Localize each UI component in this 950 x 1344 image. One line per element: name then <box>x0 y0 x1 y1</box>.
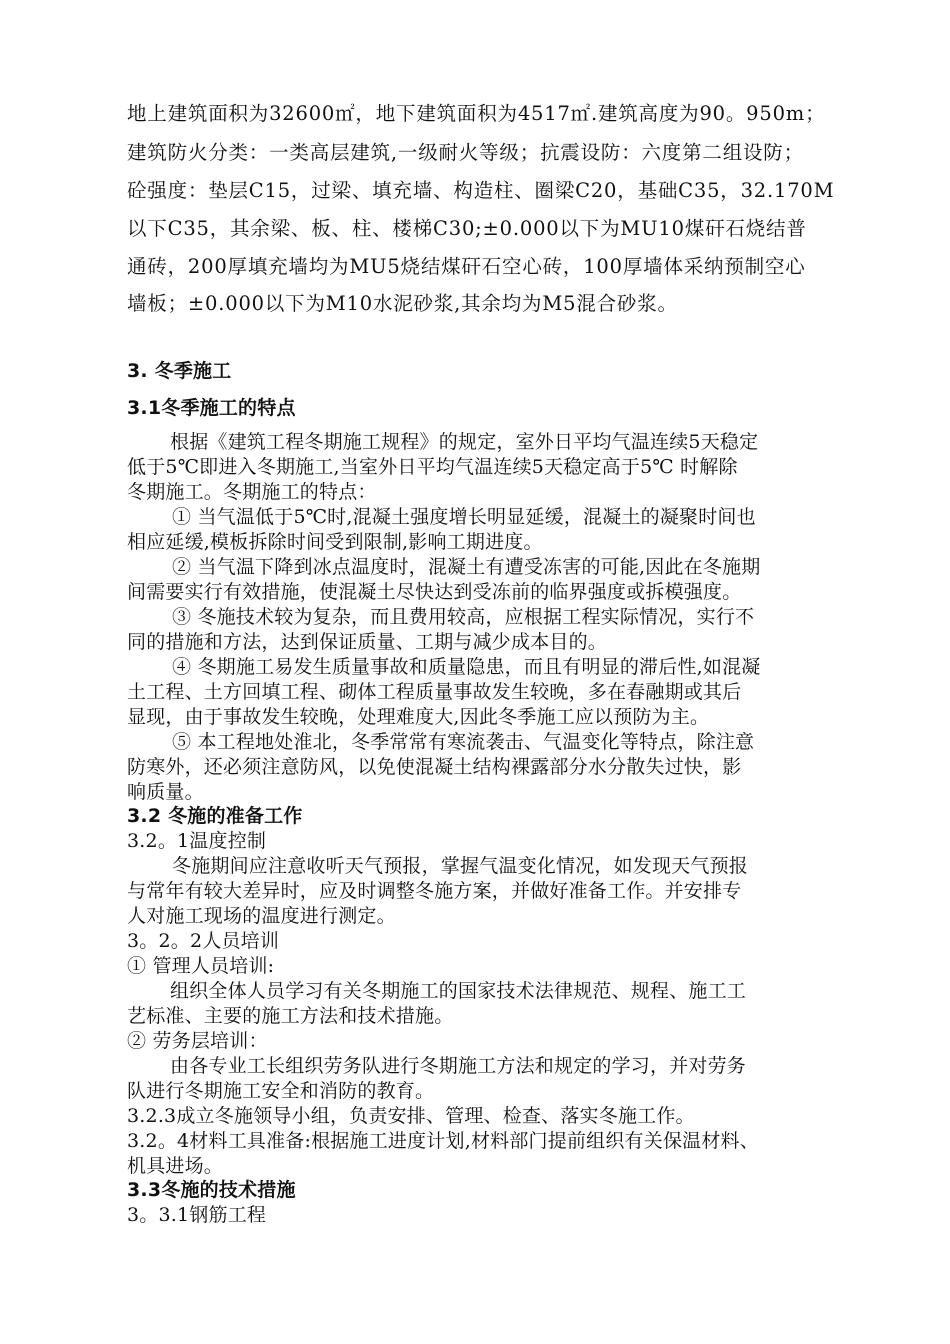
list-label: ① 管理人员培训: <box>127 955 275 977</box>
list-label: ② 劳务层培训： <box>127 1030 268 1052</box>
intro-line: 砼强度：垫层C15，过梁、填充墙、构造柱、圈梁C20，基础C35，32.170M <box>127 179 835 202</box>
body-line: 人对施工现场的温度进行测定。 <box>127 905 396 927</box>
list-item-line: 间需要实行有效措施，使混凝土尽快达到受冻前的临界强度或拆模强度。 <box>127 581 742 603</box>
intro-line: 墙板；±0.000以下为M10水泥砂浆,其余均为M5混合砂浆。 <box>127 292 678 315</box>
section-heading: 3. 冬季施工 <box>127 360 232 382</box>
list-item-line: 同的措施和方法，达到保证质量、工期与减少成本目的。 <box>127 631 608 653</box>
sub-subsection-heading: 3。2。2人员培训 <box>127 930 280 952</box>
intro-line: 通砖，200厚填充墙均为MU5烧结煤矸石空心砖，100厚墙体采纳预制空心 <box>127 255 806 278</box>
body-line: 冬期施工。冬期施工的特点： <box>127 481 377 503</box>
sub-subsection-heading: 3。3.1钢筋工程 <box>127 1204 267 1226</box>
list-item-line: ① 当气温低于5℃时,混凝土强度增长明显延缓，混凝土的凝聚时间也 <box>172 506 756 528</box>
intro-line: 以下C35，其余梁、板、柱、楼梯C30;±0.000以下为MU10煤矸石烧结普 <box>127 217 807 240</box>
subsection-heading: 3.2 冬施的准备工作 <box>127 805 303 827</box>
sub-subsection-heading: 3.2。1温度控制 <box>127 830 267 852</box>
intro-line: 地上建筑面积为32600㎡，地下建筑面积为4517㎡.建筑高度为90。950m； <box>127 102 826 125</box>
subsection-heading: 3.3冬施的技术措施 <box>127 1179 296 1201</box>
body-line: 机具进场。 <box>127 1155 224 1177</box>
body-line: 低于5℃即进入冬期施工,当室外日平均气温连续5天稳定高于5℃ 时解除 <box>127 456 738 478</box>
sub-subsection-heading: 3.2.3成立冬施领导小组，负责安排、管理、检查、落实冬施工作。 <box>127 1105 695 1127</box>
sub-subsection-heading: 3.2。4材料工具准备:根据施工进度计划,材料部门提前组织有关保温材料、 <box>127 1130 759 1152</box>
list-item-line: ② 当气温下降到冰点温度时，混凝土有遭受冻害的可能,因此在冬施期 <box>172 556 761 578</box>
list-item-line: 相应延缓,模板拆除时间受到限制,影响工期进度。 <box>127 531 543 553</box>
list-item-line: ④ 冬期施工易发生质量事故和质量隐患，而且有明显的滞后性,如混凝 <box>172 656 761 678</box>
body-line: 冬施期间应注意收听天气预报，掌握气温变化情况，如发现天气预报 <box>172 855 749 877</box>
body-line: 根据《建筑工程冬期施工规程》的规定，室外日平均气温连续5天稳定 <box>170 431 759 453</box>
intro-line: 建筑防火分类：一类高层建筑,一级耐火等级；抗震设防：六度第二组设防； <box>127 141 804 164</box>
list-item-line: ③ 冬施技术较为复杂，而且费用较高，应根据工程实际情况，实行不 <box>172 606 755 628</box>
body-line: 与常年有较大差异时，应及时调整冬施方案，并做好准备工作。并安排专 <box>127 880 742 902</box>
list-item-line: 防寒外，还必须注意防风，以免使混凝土结构裸露部分水分散失过快，影 <box>127 756 742 778</box>
list-item-line: 显现，由于事故发生较晚，处理难度大,因此冬季施工应以预防为主。 <box>127 706 710 728</box>
body-line: 由各专业工长组织劳务队进行冬期施工方法和规定的学习，并对劳务 <box>170 1055 747 1077</box>
body-line: 组织全体人员学习有关冬期施工的国家技术法律规范、规程、施工工 <box>170 980 747 1002</box>
list-item-line: ⑤ 本工程地处淮北，冬季常常有寒流袭击、气温变化等特点，除注意 <box>172 731 755 753</box>
subsection-heading: 3.1冬季施工的特点 <box>127 397 296 419</box>
list-item-line: 响质量。 <box>127 781 204 803</box>
body-line: 队进行冬期施工安全和消防的教育。 <box>127 1080 435 1102</box>
list-item-line: 土工程、土方回填工程、砌体工程质量事故发生较晚，多在春融期或其后 <box>127 681 742 703</box>
body-line: 艺标准、主要的施工方法和技术措施。 <box>127 1005 454 1027</box>
